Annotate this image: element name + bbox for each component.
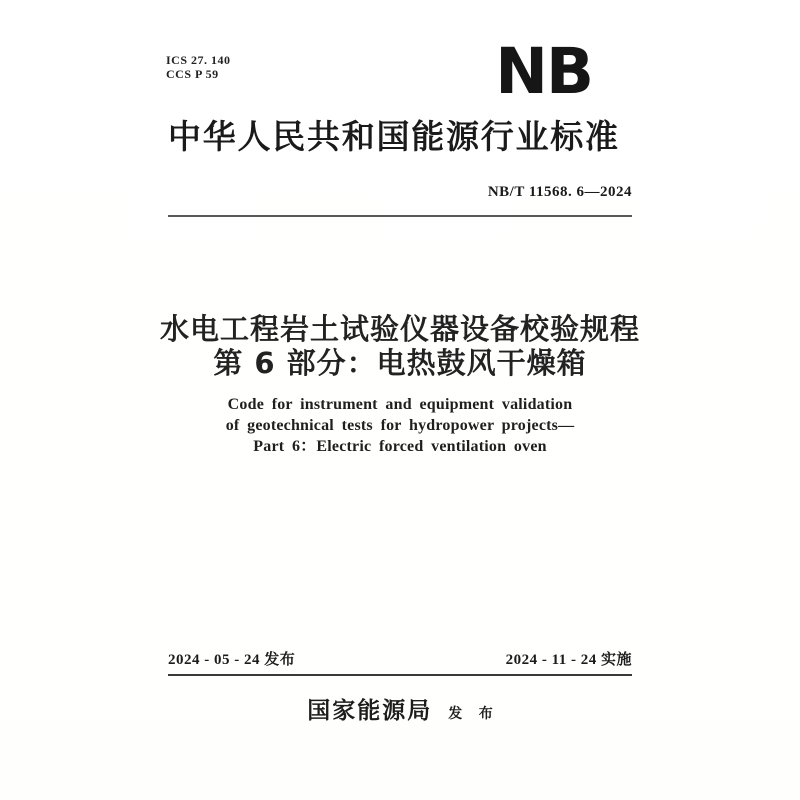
standard-number: NB/T 11568. 6—2024 — [487, 184, 632, 200]
document-title-chinese — [0, 312, 800, 380]
standard-category-heading: 中华人民共和国能源行业标准 — [168, 120, 618, 156]
title-en-line2: of geotechnical tests for hydropower projects— — [225, 417, 575, 434]
classification-codes — [166, 53, 231, 81]
issue-date: 2024 - 05 - 24 发布 — [168, 652, 296, 668]
title-cn-line2: 第 6 部分：电热鼓风干燥箱 — [213, 346, 587, 380]
nb-logo: NB — [495, 35, 592, 108]
title-en-line1: Code for instrument and equipment validation — [227, 396, 573, 413]
implement-date: 2024 - 11 - 24 实施 — [505, 652, 632, 668]
publisher-action-label: 发 布 — [448, 707, 493, 722]
dates-row — [168, 651, 632, 669]
ccs-code: CCS P 59 — [166, 67, 219, 81]
publisher-row — [0, 692, 800, 725]
footer-divider-line — [168, 674, 632, 676]
title-cn-line1: 水电工程岩土试验仪器设备校验规程 — [159, 312, 640, 346]
ics-code: ICS 27. 140 — [166, 53, 231, 67]
publisher-name: 国家能源局 — [307, 698, 433, 723]
header-divider-line — [168, 215, 632, 217]
document-title-english — [0, 394, 800, 457]
title-en-line3: Part 6：Electric forced ventilation oven — [253, 438, 547, 455]
